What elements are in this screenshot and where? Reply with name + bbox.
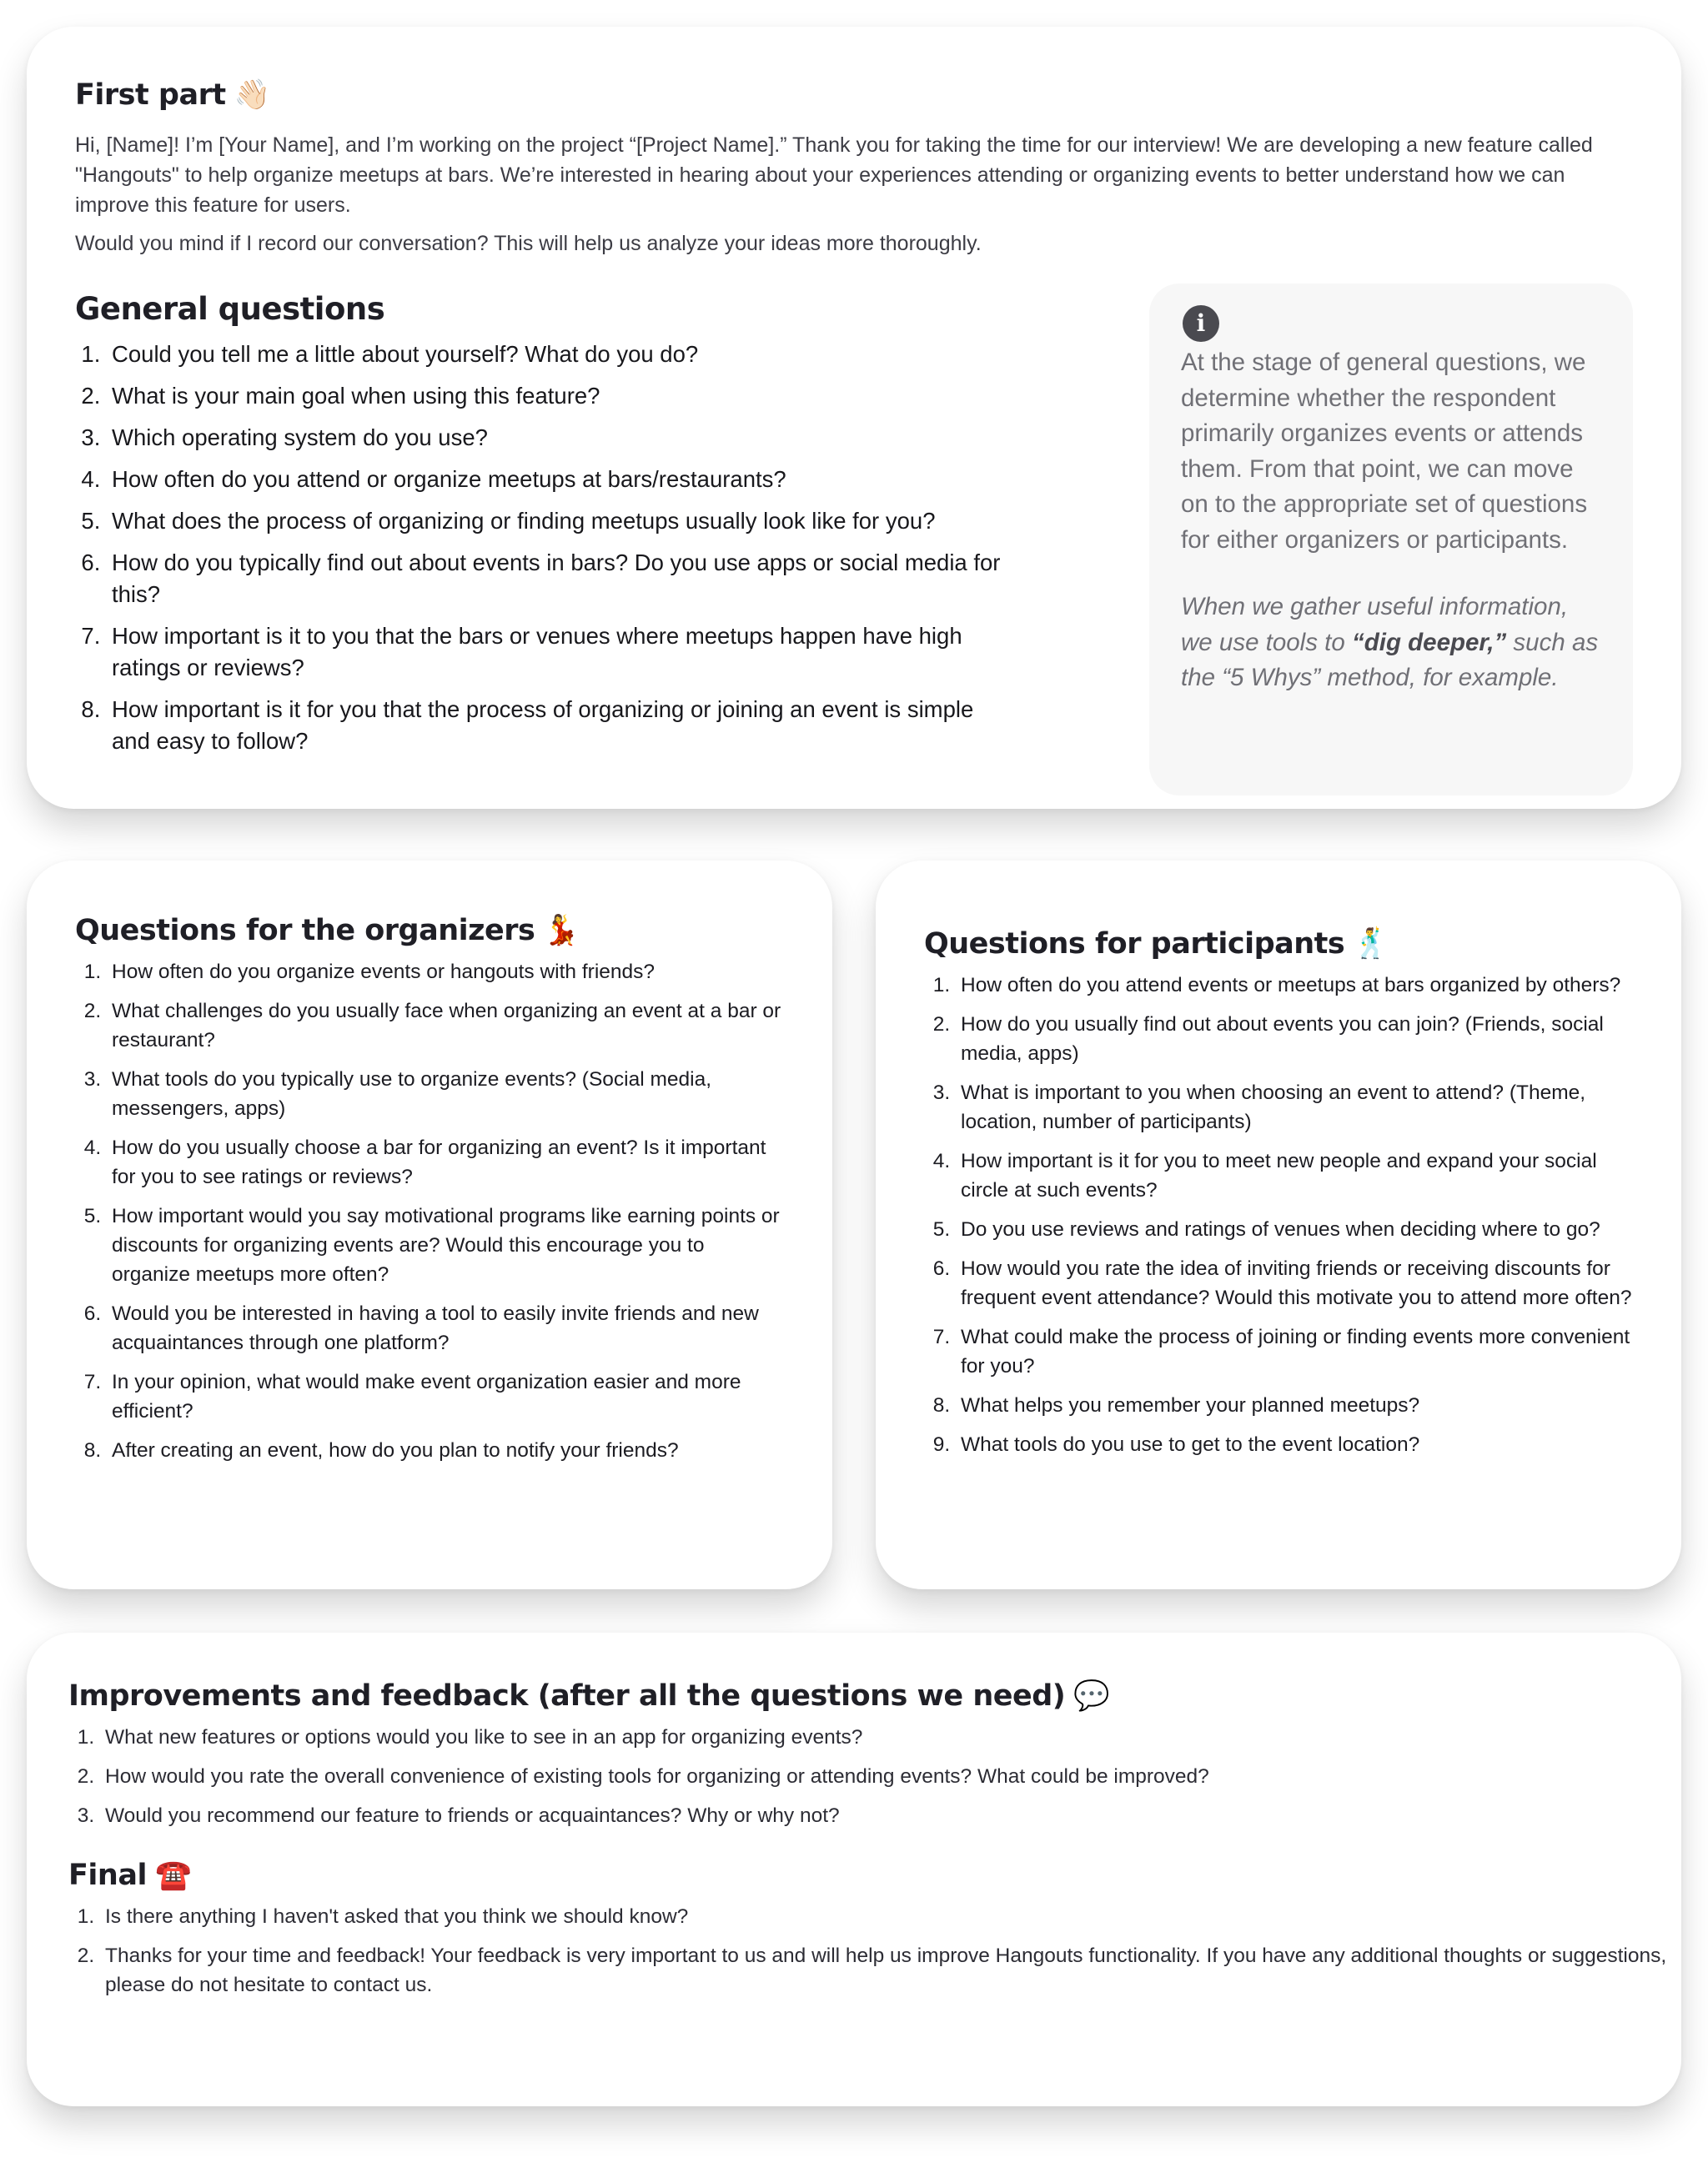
final-heading: Final ☎️ (68, 1859, 192, 1892)
question-item: 8. After creating an event, how do you plan to notify your friends? (107, 1436, 786, 1465)
recording-paragraph: Would you mind if I record our conversation? This will help us analyze your ideas more thoroughly. (75, 232, 982, 255)
general-questions-list (75, 339, 1007, 757)
question-item: 6. Would you be interested in having a tool to easily invite friends and new acquaintances through one platform? (107, 1299, 786, 1357)
question-item: 7. In your opinion, what would make event organization easier and more efficient? (107, 1368, 786, 1426)
participants-card (876, 861, 1681, 1589)
question-item: 1. How often do you attend events or meetups at bars organized by others? (956, 971, 1635, 1000)
question-item: 1. How often do you organize events or hangouts with friends? (107, 957, 786, 986)
feedback-card (27, 1633, 1681, 2106)
telephone-emoji-icon: ☎️ (154, 1859, 192, 1892)
question-item: 4. How do you usually choose a bar for organizing an event? Is it important for you to see ratings or reviews? (107, 1133, 786, 1192)
final-questions-list (68, 1902, 1668, 2000)
question-item: 2. How would you rate the overall convenience of existing tools for organizing or attending events? What could be improved? (100, 1762, 1668, 1791)
question-item: 1. What new features or options would you like to see in an app for organizing events? (100, 1723, 1668, 1752)
first-part-card (27, 27, 1681, 809)
feedback-questions-list (68, 1723, 1668, 1830)
question-item: 3. Would you recommend our feature to friends or acquaintances? Why or why not? (100, 1801, 1668, 1830)
organizers-questions-list (75, 957, 786, 1465)
question-item: 6. How do you typically find out about events in bars? Do you use apps or social media for this? (107, 547, 1007, 610)
first-part-heading: First part 👋🏻 (75, 78, 270, 112)
question-item: 1. Could you tell me a little about yourself? What do you do? (107, 339, 1007, 370)
info-icon: i (1183, 305, 1219, 342)
question-item: 7. How important is it to you that the bars or venues where meetups happen have high ratings or reviews? (107, 620, 1007, 684)
man-dancing-emoji-icon: 🕺 (1353, 927, 1389, 961)
question-item: 3. Which operating system do you use? (107, 422, 1007, 454)
question-item: 5. Do you use reviews and ratings of venues when deciding where to go? (956, 1215, 1635, 1244)
feedback-heading: Improvements and feedback (after all the questions we need) 💬 (68, 1679, 1110, 1713)
info-callout-text: At the stage of general questions, we determine whether the respondent primarily organizes events or attends them. From that point, we can move on to the appropriate set of questions for either organizers or participants. (1181, 349, 1588, 554)
dig-deeper-emphasis: “dig deeper,” (1351, 628, 1507, 656)
question-item: 9. What tools do you use to get to the event location? (956, 1430, 1635, 1459)
question-item: 4. How often do you attend or organize meetups at bars/restaurants? (107, 464, 1007, 495)
organizers-heading: Questions for the organizers 💃 (75, 914, 580, 947)
question-item: 5. What does the process of organizing or finding meetups usually look like for you? (107, 505, 1007, 537)
question-item: 2. Thanks for your time and feedback! Your feedback is very important to us and will help us improve Hangouts functionality. If you have any additional thoughts or suggestions, please do not hesitate to contact us. (100, 1941, 1668, 2000)
speech-bubble-emoji-icon: 💬 (1073, 1679, 1110, 1713)
participants-questions-list (924, 971, 1635, 1459)
dancer-emoji-icon: 💃 (543, 914, 580, 947)
organizers-card (27, 861, 832, 1589)
intro-paragraph: Hi, [Name]! I’m [Your Name], and I’m working on the project “[Project Name].” Thank you for taking the time for our interview! We are developing a new feature called "Hangouts" to help organize meetups at bars. We’re interested in hearing about your experiences attending or organizing events to better understand how we can improve this feature for users. (75, 133, 1593, 217)
question-item: 2. How do you usually find out about events you can join? (Friends, social media, apps) (956, 1010, 1635, 1068)
question-item: 1. Is there anything I haven't asked that you think we should know? (100, 1902, 1668, 1931)
question-item: 3. What tools do you typically use to organize events? (Social media, messengers, apps) (107, 1065, 786, 1123)
question-item: 7. What could make the process of joining or finding events more convenient for you? (956, 1322, 1635, 1381)
info-callout (1149, 284, 1633, 795)
question-item: 8. How important is it for you that the process of organizing or joining an event is simple and easy to follow? (107, 694, 1007, 757)
waving-hand-emoji-icon: 👋🏻 (234, 78, 270, 112)
general-questions-heading: General questions (75, 291, 385, 327)
question-item: 2. What challenges do you usually face when organizing an event at a bar or restaurant? (107, 996, 786, 1055)
question-item: 8. What helps you remember your planned meetups? (956, 1391, 1635, 1420)
question-item: 6. How would you rate the idea of inviting friends or receiving discounts for frequent event attendance? Would this motivate you to attend more often? (956, 1254, 1635, 1312)
question-item: 4. How important is it for you to meet new people and expand your social circle at such events? (956, 1147, 1635, 1205)
question-item: 2. What is your main goal when using this feature? (107, 380, 1007, 412)
info-callout-note: When we gather useful information, we use tools to “dig deeper,” such as the “5 Whys” method, for example. (1181, 593, 1599, 691)
question-item: 5. How important would you say motivational programs like earning points or discounts for organizing events are? Would this encourage you to organize meetups more often? (107, 1202, 786, 1289)
participants-heading: Questions for participants 🕺 (924, 927, 1389, 961)
question-item: 3. What is important to you when choosing an event to attend? (Theme, location, number of participants) (956, 1078, 1635, 1137)
